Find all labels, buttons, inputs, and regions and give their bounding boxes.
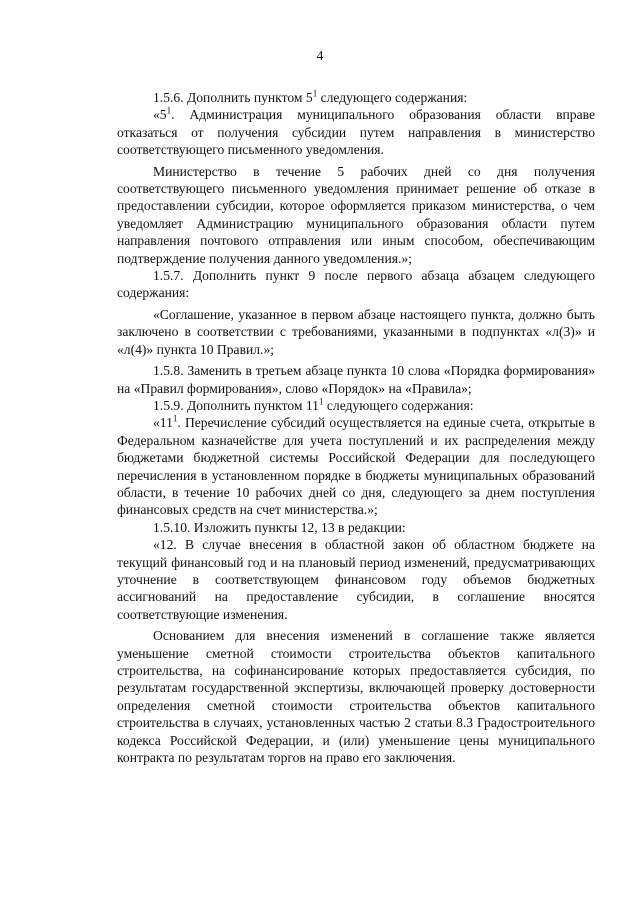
paragraph-agreement: «Соглашение, указанное в первом абзаце настоящего пункта, должно быть заключено в соответствии с требованиями, указанными в подпунктах «л(3)» и «л(4)» пункта 10 Правил.»; — [117, 306, 595, 357]
paragraph-ministry-decision: Министерство в течение 5 рабочих дней со дня получения соответствующего письменного уведомления принимает решение об отказе в предоставлении субсидии, которое оформляется приказом министерства, о чем уведомляет Администрацию муниципального образования области путем направления почтового отправления или иным способом, обеспечивающим подтверждение получения данного уведомления.»; — [117, 163, 595, 266]
paragraph-1-5-10: 1.5.10. Изложить пункты 12, 13 в редакции: — [153, 519, 406, 535]
page-number: 4 — [316, 48, 324, 63]
document-body — [117, 89, 595, 766]
paragraph-point-11-1: «$11^1$. Перечисление субсидий осуществляется на единые счета, открытые в Федеральном казначействе для учета поступлений и их распределения между бюджетами бюджетной системы Российской Федерации для последующего перечисления в установленном порядке в бюджеты муниципальных образований области, в течение 10 рабочих дней со дня, следующего за днем поступления финансовых средств на счет министерства.»; — [117, 413, 595, 518]
paragraph-point-5-1: «$5^1$. Администрация муниципального образования области вправе отказаться от получения субсидии путем направления в министерство соответствующего письменного уведомления. — [117, 105, 595, 158]
paragraph-grounds-for-changes: Основанием для внесения изменений в соглашение также является уменьшение сметной стоимости строительства объектов капитального строительства, на софинансирование которых предоставляется субсидия, по результатам государственной экспертизы, включающей проверку достоверности определения сметной стоимости строительства объектов капитального строительства в случаях, установленных частью 2 статьи 8.3 Градостроительного кодекса Российской Федерации, и (или) уменьшение цены муниципального контракта по результатам торгов на право его заключения. — [117, 628, 595, 766]
paragraph-1-5-8: 1.5.8. Заменить в третьем абзаце пункта 10 слова «Порядка формирования» на «Правил формирования», слово «Порядок» на «Правила»; — [117, 363, 595, 396]
paragraph-1-5-7: 1.5.7. Дополнить пункт 9 после первого абзаца абзацем следующего содержания: — [117, 268, 595, 301]
paragraph-point-12: «12. В случае внесения в областной закон об областном бюджете на текущий финансовый год и на плановый период изменений, предусматривающих уточнение в соответствующем финансовом году объемов бюджетных ассигнований на предоставление субсидии, в соглашение вносятся соответствующие изменения. — [117, 537, 595, 622]
paragraph-1-5-6: 1.5.6. Дополнить пунктом $5^1$ следующего содержания: — [153, 88, 468, 105]
paragraph-1-5-9: 1.5.9. Дополнить пунктом $11^1$ следующего содержания: — [153, 396, 474, 413]
